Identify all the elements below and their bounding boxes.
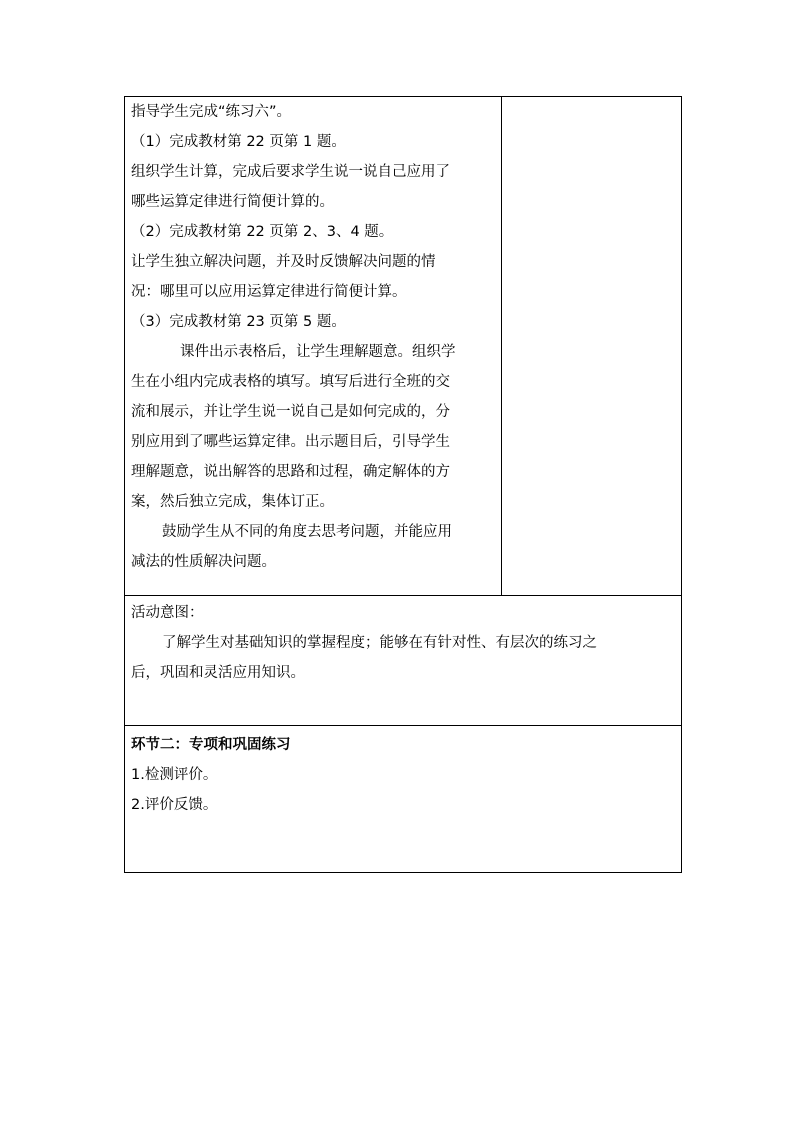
section-item: 1.检测评价。 bbox=[131, 767, 218, 783]
activity-line: （2）完成教材第 22 页第 2、3、4 题。 bbox=[131, 224, 394, 240]
activity-line: 哪些运算定律进行简便计算的。 bbox=[131, 194, 334, 210]
activity-line: 理解题意，说出解答的思路和过程，确定解体的方 bbox=[131, 464, 450, 480]
activity-line: 组织学生计算，完成后要求学生说一说自己应用了 bbox=[131, 164, 450, 180]
activity-line: 流和展示，并让学生说一说自己是如何完成的，分 bbox=[131, 404, 450, 420]
activity-line: 别应用到了哪些运算定律。出示题目后，引导学生 bbox=[131, 434, 450, 450]
activity-line: 案，然后独立完成，集体订正。 bbox=[131, 494, 334, 510]
intent-cell bbox=[124, 595, 682, 726]
intent-label: 活动意图： bbox=[131, 605, 204, 621]
activity-line: 鼓励学生从不同的角度去思考问题，并能应用 bbox=[162, 524, 452, 540]
activity-line: 指导学生完成“练习六”。 bbox=[131, 104, 292, 120]
section-item: 2.评价反馈。 bbox=[131, 797, 218, 813]
activity-line: 课件出示表格后，让学生理解题意。组织学 bbox=[180, 344, 456, 360]
activity-line: 让学生独立解决问题，并及时反馈解决问题的情 bbox=[131, 254, 436, 270]
activity-line: （1）完成教材第 22 页第 1 题。 bbox=[131, 134, 346, 150]
activity-line: 况：哪里可以应用运算定律进行简便计算。 bbox=[131, 284, 407, 300]
activity-line: 生在小组内完成表格的填写。填写后进行全班的交 bbox=[131, 374, 450, 390]
activity-line: （3）完成教材第 23 页第 5 题。 bbox=[131, 314, 346, 330]
notes-cell bbox=[501, 96, 682, 596]
intent-line: 后，巩固和灵活应用知识。 bbox=[131, 665, 305, 681]
intent-line: 了解学生对基础知识的掌握程度；能够在有针对性、有层次的练习之 bbox=[162, 635, 597, 651]
activity-line: 减法的性质解决问题。 bbox=[131, 554, 276, 570]
section-heading: 环节二：专项和巩固练习 bbox=[131, 737, 291, 753]
